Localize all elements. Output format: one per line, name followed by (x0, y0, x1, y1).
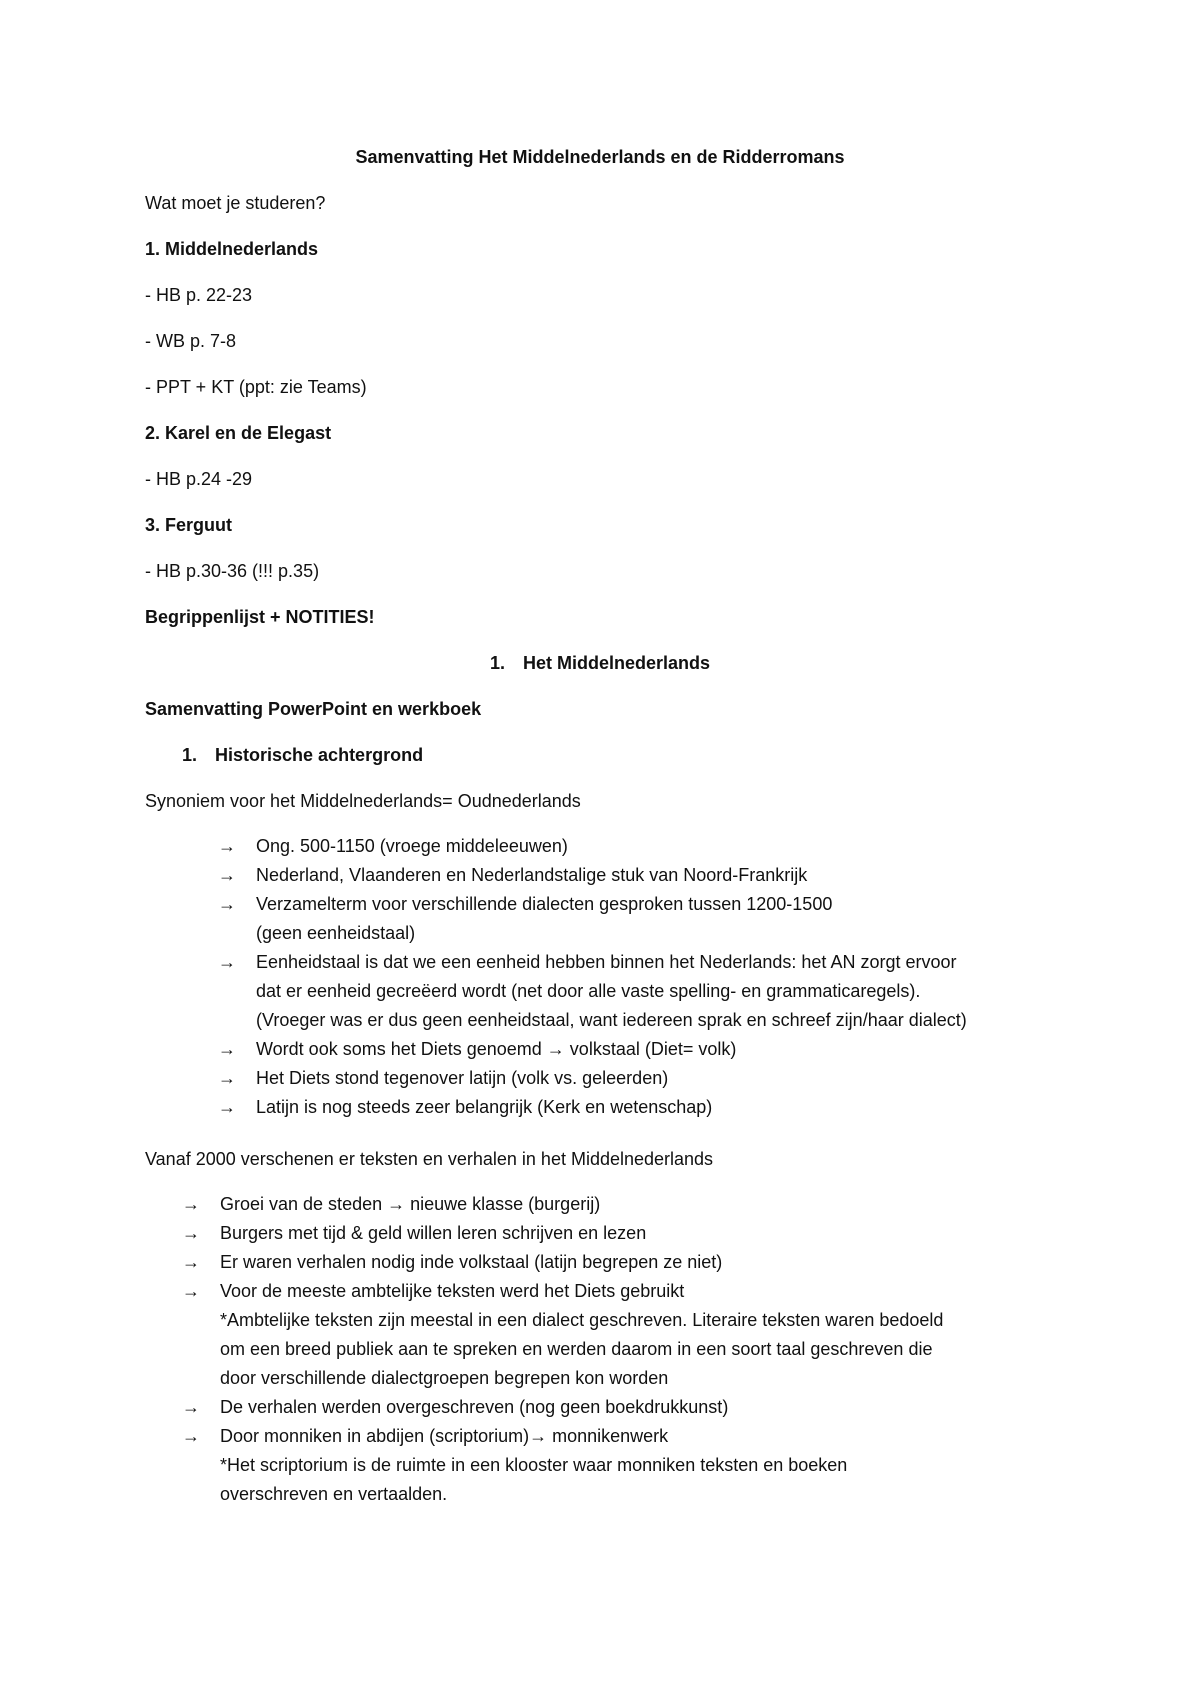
bullet-item (218, 1035, 967, 1064)
bullet-text: Voor de meeste ambtelijke teksten werd het Diets gebruikt *Ambtelijke teksten zijn meestal in een dialect geschreven. Literaire teksten waren bedoeld om een breed publiek aan te spreken en werden daarom in een soort taal geschreven die door verschillende dialectgroepen begrepen kon worden (220, 1281, 944, 1388)
bullet-item (182, 1190, 943, 1219)
synonym-line: Synoniem voor het Middelnederlands= Oudnederlands (145, 791, 581, 811)
bullet-item (182, 1393, 943, 1422)
bullet-item (182, 1248, 943, 1277)
arrow-bullet-icon: → (218, 1097, 236, 1117)
bullet-item (182, 1277, 943, 1393)
bullet-item (218, 861, 967, 890)
bullet-text: De verhalen werden overgeschreven (nog geen boekdrukkunst) (220, 1397, 729, 1417)
bullet-text: Nederland, Vlaanderen en Nederlandstalige stuk van Noord-Frankrijk (256, 865, 808, 885)
bullet-text: Burgers met tijd & geld willen leren schrijven en lezen (220, 1223, 647, 1243)
arrow-bullet-icon: → (218, 1039, 236, 1059)
bullet-item (218, 890, 967, 948)
document-title: Samenvatting Het Middelnederlands en de Ridderromans (355, 147, 845, 167)
arrow-bullet-icon: → (218, 836, 236, 856)
bullet-item (182, 1219, 943, 1248)
concepts-note: Begrippenlijst + NOTITIES! (145, 607, 375, 627)
summary-heading: Samenvatting PowerPoint en werkboek (145, 699, 482, 719)
intro-question: Wat moet je studeren? (145, 193, 326, 213)
study-section-heading: 1. Middelnederlands (145, 239, 319, 259)
vanaf-line: Vanaf 2000 verschenen er teksten en verhalen in het Middelnederlands (145, 1149, 714, 1169)
arrow-bullet-icon: → (182, 1426, 200, 1446)
bullet-text: Eenheidstaal is dat we een eenheid hebben binnen het Nederlands: het AN zorgt ervoor dat er eenheid gecreëerd wordt (net door alle vaste spelling- en grammaticaregels). (Vroeger was er dus geen eenheidstaal, want iedereen sprak en schreef zijn/haar dialect) (256, 952, 967, 1030)
bullet-text: Verzamelterm voor verschillende dialecten gesproken tussen 1200-1500 (geen eenheidstaal) (256, 894, 833, 943)
arrow-bullet-icon: → (182, 1252, 200, 1272)
subsection-heading: 1. Historische achtergrond (182, 745, 424, 765)
study-item: - HB p. 22-23 (145, 285, 253, 305)
study-section-heading: 3. Ferguut (145, 515, 233, 535)
study-item: - HB p.24 -29 (145, 469, 253, 489)
arrow-bullet-icon: → (182, 1223, 200, 1243)
arrow-bullet-icon: → (182, 1281, 200, 1301)
study-item: - HB p.30-36 (!!! p.35) (145, 561, 320, 581)
history-bullet-list (218, 832, 967, 1122)
bullet-text: Wordt ook soms het Diets genoemd → volkstaal (Diet= volk) (256, 1039, 737, 1059)
chapter-heading: 1. Het Middelnederlands (489, 653, 711, 673)
arrow-bullet-icon: → (218, 1068, 236, 1088)
arrow-bullet-icon: → (218, 865, 236, 885)
texts-bullet-list (182, 1190, 943, 1509)
arrow-bullet-icon: → (218, 894, 236, 914)
bullet-text: Door monniken in abdijen (scriptorium)→ monnikenwerk *Het scriptorium is de ruimte in een klooster waar monniken teksten en boeken overschreven en vertaalden. (220, 1426, 848, 1504)
bullet-item (182, 1422, 943, 1509)
bullet-text: Latijn is nog steeds zeer belangrijk (Kerk en wetenschap) (256, 1097, 713, 1117)
bullet-text: Groei van de steden → nieuwe klasse (burgerij) (220, 1194, 601, 1214)
bullet-item (218, 1093, 967, 1122)
bullet-item (218, 1064, 967, 1093)
bullet-item (218, 832, 967, 861)
bullet-text: Er waren verhalen nodig inde volkstaal (latijn begrepen ze niet) (220, 1252, 723, 1272)
bullet-item (218, 948, 967, 1035)
arrow-bullet-icon: → (218, 952, 236, 972)
arrow-bullet-icon: → (182, 1194, 200, 1214)
study-section-heading: 2. Karel en de Elegast (145, 423, 332, 443)
study-item: - WB p. 7-8 (145, 331, 237, 351)
study-item: - PPT + KT (ppt: zie Teams) (145, 377, 367, 397)
arrow-bullet-icon: → (182, 1397, 200, 1417)
bullet-text: Het Diets stond tegenover latijn (volk vs. geleerden) (256, 1068, 669, 1088)
bullet-text: Ong. 500-1150 (vroege middeleeuwen) (256, 836, 568, 856)
